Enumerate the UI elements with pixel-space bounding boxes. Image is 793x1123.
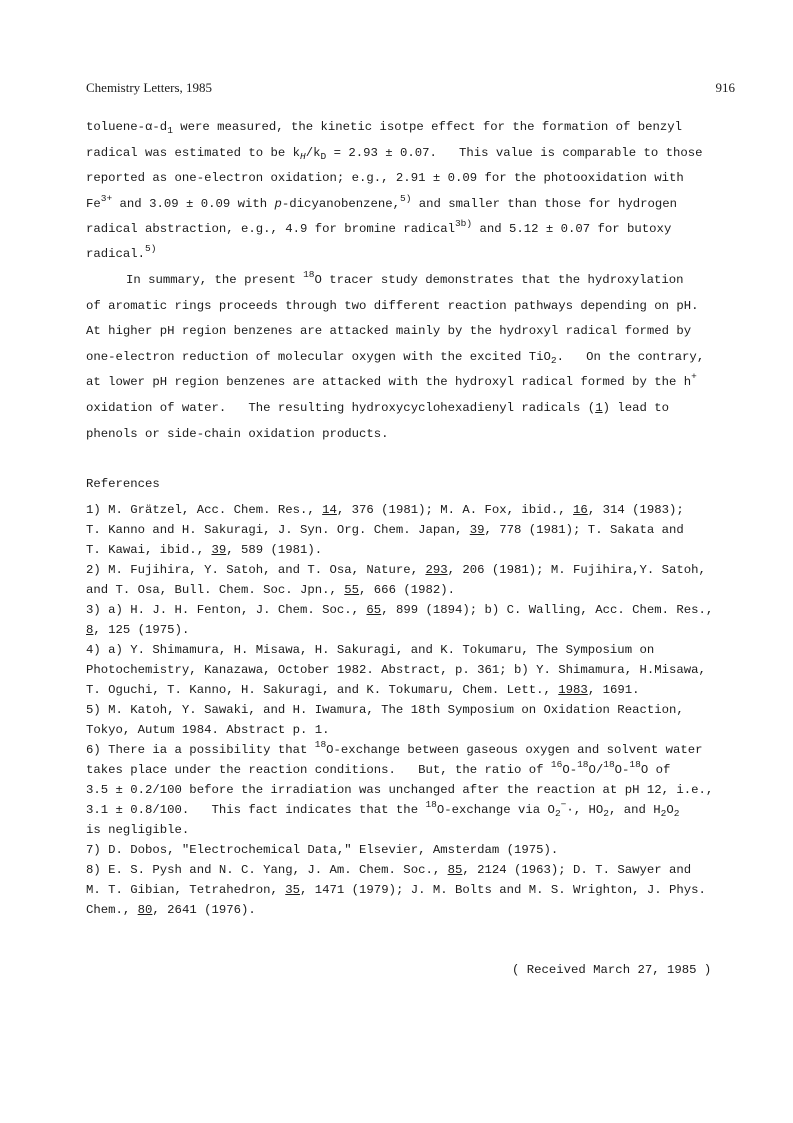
text-line: radical was estimated to be $k_H/k_D = 2.93 \pm 0.07$. This value is comparable to those xyxy=(86,146,703,162)
reference-line: 7) D. Dobos, "Electrochemical Data," Elsevier, Amsterdam (1975). xyxy=(86,843,559,857)
reference-line: 2) M. Fujihira, Y. Satoh, and T. Osa, Nature, 293, 206 (1981); M. Fujihira,Y. Satoh, xyxy=(86,563,706,577)
reference-line: 8) E. S. Pysh and N. C. Yang, J. Am. Chem. Soc., 85, 2124 (1963); D. T. Sawyer and xyxy=(86,863,692,877)
text-line: At higher pH region benzenes are attacked mainly by the hydroxyl radical formed by xyxy=(86,324,692,338)
reference-line: T. Kanno and H. Sakuragi, J. Syn. Org. Chem. Japan, 39, 778 (1981); T. Sakata and xyxy=(86,523,684,537)
reference-line: 3.1 ± 0.8/100. This fact indicates that the $^{18}$O-exchange via $O_2^-\cdot$, $HO_2$, and $H_2O_2$ xyxy=(86,799,680,819)
reference-line: 3) a) H. J. H. Fenton, J. Chem. Soc., 65, 899 (1894); b) C. Walling, Acc. Chem. Res., xyxy=(86,603,714,617)
text-line: reported as one-electron oxidation; e.g., 2.91 ± 0.09 for the photooxidation with xyxy=(86,171,684,185)
journal-name: Chemistry Letters, 1985 xyxy=(86,80,213,95)
references-heading: References xyxy=(86,477,160,491)
text-line: oxidation of water. The resulting hydroxycyclohexadienyl radicals (1) lead to xyxy=(86,401,669,415)
text-line: one-electron reduction of molecular oxygen with the excited TiO$_2$. On the contrary, xyxy=(86,350,705,366)
text-line: of aromatic rings proceeds through two different reaction pathways depending on pH. xyxy=(86,299,699,313)
text-line: phenols or side-chain oxidation products. xyxy=(86,427,389,441)
reference-line: takes place under the reaction conditions. But, the ratio of $^{16}$O-$^{18}$O/$^{18}$O-$^{18}$O of xyxy=(86,759,671,777)
reference-line: 3.5 ± 0.2/100 before the irradiation was unchanged after the reaction at pH 12, i.e., xyxy=(86,783,714,797)
text-line: at lower pH region benzenes are attacked with the hydroxyl radical formed by the h+ xyxy=(86,371,697,389)
reference-line: 8, 125 (1975). xyxy=(86,623,190,637)
text-line: $Fe^{3+}$ and 3.09 ± 0.09 with p-dicyanobenzene,$^{5)}$ and smaller than those for hydrogen xyxy=(86,193,678,211)
text-line: In summary, the present $^{18}$O tracer study demonstrates that the hydroxylation xyxy=(126,269,684,287)
reference-line: 5) M. Katoh, Y. Sawaki, and H. Iwamura, The 18th Symposium on Oxidation Reaction, xyxy=(86,703,684,717)
reference-line: T. Kawai, ibid., 39, 589 (1981). xyxy=(86,543,323,557)
reference-line: is negligible. xyxy=(86,823,190,837)
reference-line: Tokyo, Autum 1984. Abstract p. 1. xyxy=(86,723,330,737)
reference-line: 6) There ia a possibility that $^{18}$O-exchange between gaseous oxygen and solvent water xyxy=(86,739,703,757)
text-line: radical abstraction, e.g., 4.9 for bromine radical$^{3b)}$ and 5.12 ± 0.07 for butoxy xyxy=(86,218,672,236)
reference-line: and T. Osa, Bull. Chem. Soc. Jpn., 55, 666 (1982). xyxy=(86,583,455,597)
reference-line: 1) M. Grätzel, Acc. Chem. Res., 14, 376 (1981); M. A. Fox, ibid., 16, 314 (1983); xyxy=(86,503,684,517)
reference-line: M. T. Gibian, Tetrahedron, 35, 1471 (1979); J. M. Bolts and M. S. Wrighton, J. Phys. xyxy=(86,883,706,897)
page-number: 916 xyxy=(715,80,735,95)
reference-line: 4) a) Y. Shimamura, H. Misawa, H. Sakuragi, and K. Tokumaru, The Symposium on xyxy=(86,643,655,657)
text-line: toluene-$\alpha-d_1$ were measured, the kinetic isotpe effect for the formation of benzyl xyxy=(86,120,683,136)
received-date: ( Received March 27, 1985 ) xyxy=(512,963,712,977)
reference-line: Chem., 80, 2641 (1976). xyxy=(86,903,256,917)
reference-line: Photochemistry, Kanazawa, October 1982. Abstract, p. 361; b) Y. Shimamura, H.Misawa, xyxy=(86,663,706,677)
text-line: radical.$^{5)}$ xyxy=(86,243,157,261)
reference-line: T. Oguchi, T. Kanno, H. Sakuragi, and K. Tokumaru, Chem. Lett., 1983, 1691. xyxy=(86,683,640,697)
